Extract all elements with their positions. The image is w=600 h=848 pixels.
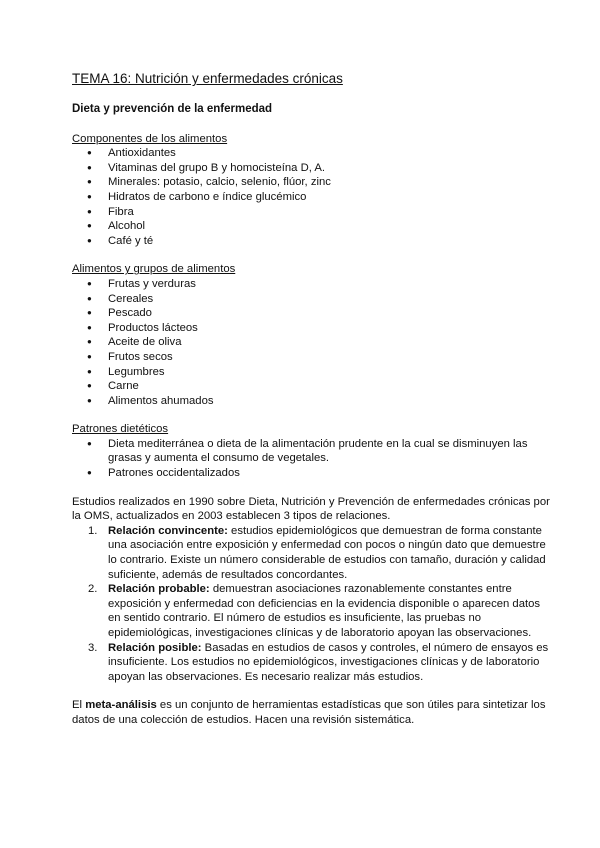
list-item: ● Alimentos ahumados: [72, 394, 550, 409]
list-item: ● Alcohol: [72, 219, 550, 234]
item-number: 1.: [88, 524, 98, 537]
relations-list: [72, 524, 550, 685]
meta-analysis-paragraph: [72, 698, 550, 727]
list-item: ● Antioxidantes: [72, 146, 550, 161]
final-pre: El: [72, 699, 86, 712]
section-subtitle: Dieta y prevención de la enfermedad: [72, 103, 273, 115]
list-item: ● Pescado: [72, 306, 550, 321]
list-item: ● Productos lácteos: [72, 321, 550, 336]
list-item: ● Fibra: [72, 205, 550, 220]
intro-paragraph: Estudios realizados en 1990 sobre Dieta, Nutrición y Prevención de enfermedades crónicas por la OMS, actualizados en 2003 establecen 3 tipos de relaciones.: [72, 495, 550, 523]
relation-item: [72, 582, 550, 640]
relation-term: Relación posible:: [108, 641, 202, 654]
relation-text: estudios epidemiológicos que demuestran de forma constante una asociación entre exposición y enfermedad con pocos o ningún dato que demuestre lo contrario. Existe un número considerable de estudios con tamaño, duración y calidad suficiente, además de resultados concordantes.: [108, 524, 546, 581]
final-term: meta-análisis: [85, 699, 157, 712]
relation-item: [72, 524, 550, 582]
list-patrones: [72, 437, 550, 481]
item-number: 2.: [88, 583, 98, 596]
list-item: ● Dieta mediterránea o dieta de la alimentación prudente en la cual se disminuyen las grasas y aumenta el consumo de vegetales.: [72, 437, 550, 466]
item-number: 3.: [88, 641, 98, 654]
list-item: ● Vitaminas del grupo B y homocisteína D, A.: [72, 161, 550, 176]
list-componentes: [72, 146, 550, 248]
list-item: ● Frutos secos: [72, 350, 550, 365]
list-item: ● Minerales: potasio, calcio, selenio, flúor, zinc: [72, 175, 550, 190]
list-item: ● Carne: [72, 379, 550, 394]
list-item: ● Café y té: [72, 234, 550, 249]
relation-text: Basadas en estudios de casos y controles, el número de ensayos es insuficiente. Los estudios no epidemiológicos, investigaciones clínicas y de laboratorio apoyan las observaciones. Es necesario realizar más estudios.: [108, 641, 549, 683]
relation-term: Relación probable:: [108, 583, 210, 596]
heading-patrones: Patrones dietéticos: [72, 423, 169, 436]
final-post: es un conjunto de herramientas estadísticas que son útiles para sintetizar los datos de una colección de estudios. Hacen una revisión sistemática.: [72, 699, 546, 726]
page-title: TEMA 16: Nutrición y enfermedades crónicas: [72, 71, 343, 86]
list-item: ● Cereales: [72, 292, 550, 307]
heading-componentes: Componentes de los alimentos: [72, 132, 228, 145]
list-item: ● Legumbres: [72, 365, 550, 380]
list-alimentos: [72, 277, 550, 408]
relation-text: demuestran asociaciones razonablemente constantes entre exposición y enfermedad con deficiencias en la evidencia disponible o aparecen datos en sentido contrario. El número de estudios es insuficiente, las pruebas no epidemiológicas, investigaciones clínicas y de laboratorio apoyan las observaciones.: [108, 583, 541, 639]
relation-term: Relación convincente:: [108, 524, 228, 537]
list-item: ● Patrones occidentalizados: [72, 466, 550, 481]
list-item: ● Frutas y verduras: [72, 277, 550, 292]
relation-item: [72, 641, 550, 685]
list-item: ● Aceite de oliva: [72, 335, 550, 350]
list-item: ● Hidratos de carbono e índice glucémico: [72, 190, 550, 205]
heading-alimentos: Alimentos y grupos de alimentos: [72, 263, 236, 276]
